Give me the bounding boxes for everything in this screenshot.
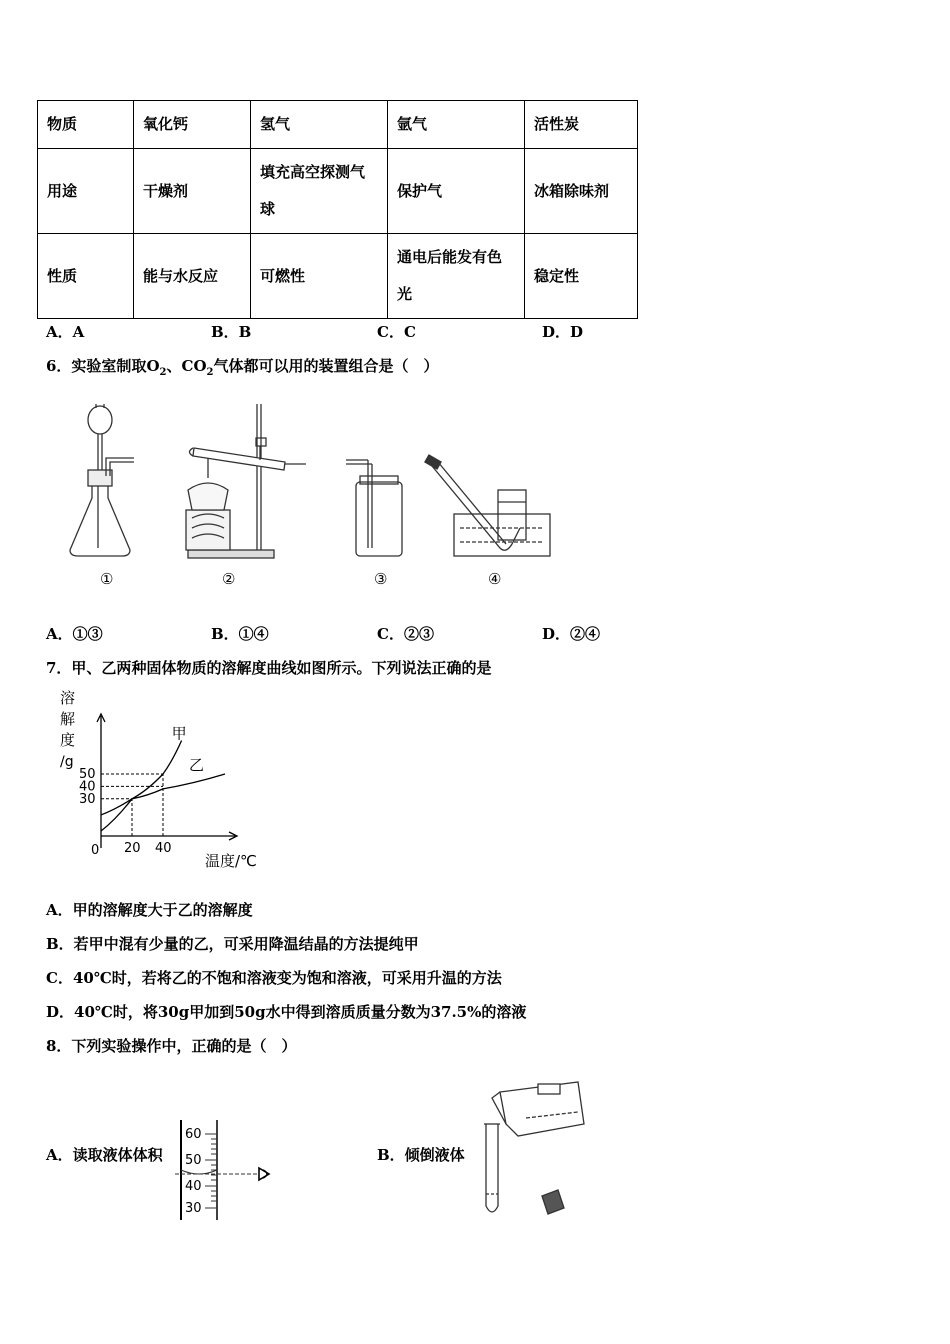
table-cell: 可燃性 — [251, 234, 388, 319]
water-trough-apparatus — [425, 455, 550, 556]
q7-stem: 7．甲、乙两种固体物质的溶解度曲线如图所示。下列说法正确的是 — [46, 659, 492, 677]
x-tick-label: 40 — [155, 841, 172, 856]
table-cell: 填充高空探测气球 — [251, 149, 388, 234]
q7-option-d[interactable]: D．40℃时，将30g甲加到50g水中得到溶质质量分数为37.5%的溶液 — [46, 1003, 527, 1021]
ylabel-char: /g — [60, 754, 74, 770]
q5-option-b[interactable]: B．B — [211, 323, 252, 341]
table-row-label: 性质 — [38, 234, 134, 319]
table-cell: 保护气 — [388, 149, 525, 234]
cylinder-tick-label: 30 — [185, 1201, 202, 1216]
q5-option-d[interactable]: D．D — [542, 323, 584, 341]
q6-option-a[interactable]: A．①③ — [46, 625, 103, 643]
table-cell: 干燥剂 — [134, 149, 251, 234]
q7-option-b[interactable]: B．若甲中混有少量的乙，可采用降温结晶的方法提纯甲 — [46, 935, 419, 953]
ylabel-char: 解 — [60, 710, 76, 728]
table-header-cell: 物质 — [38, 101, 134, 149]
table-cell: 能与水反应 — [134, 234, 251, 319]
apparatus-label-4: ④ — [488, 570, 502, 588]
q5-option-a[interactable]: A．A — [46, 323, 85, 341]
table-cell: 稳定性 — [525, 234, 638, 319]
q7-option-c[interactable]: C．40℃时，若将乙的不饱和溶液变为饱和溶液，可采用升温的方法 — [46, 969, 502, 987]
heating-apparatus — [186, 404, 306, 558]
y-tick-label: 40 — [79, 779, 96, 795]
q6-option-c[interactable]: C．②③ — [377, 625, 434, 643]
series-curve-jia — [101, 741, 182, 832]
x-tick-label: 20 — [124, 841, 141, 856]
ylabel-char: 溶 — [60, 689, 76, 707]
q8-option-b[interactable]: B．倾倒液体 — [377, 1146, 465, 1164]
q6-option-d[interactable]: D．②④ — [542, 625, 601, 643]
property-table — [37, 100, 638, 319]
y-tick-label: 30 — [79, 791, 96, 807]
table-header-cell: 氧化钙 — [134, 101, 251, 149]
q8-stem: 8．下列实验操作中，正确的是（ ） — [46, 1037, 297, 1055]
x-axis-label: 温度/℃ — [205, 852, 257, 870]
q7-option-a[interactable]: A．甲的溶解度大于乙的溶解度 — [46, 901, 253, 919]
cylinder-tick-label: 60 — [185, 1127, 202, 1142]
series-label: 甲 — [171, 724, 187, 743]
cylinder-tick-label: 40 — [185, 1179, 202, 1194]
graduated-cylinder-figure — [175, 1118, 285, 1222]
collection-bottle — [346, 460, 402, 556]
table-header-cell: 活性炭 — [525, 101, 638, 149]
origin-label: 0 — [91, 843, 100, 858]
q6-stem: 6．实验室制取$O_2$、$CO_2$气体都可以用的装置组合是（ ） — [46, 357, 439, 378]
q5-option-c[interactable]: C．C — [377, 323, 416, 341]
table-cell: 通电后能发有色光 — [388, 234, 525, 319]
series-label: 乙 — [189, 756, 205, 774]
apparatus-label-2: ② — [222, 570, 236, 588]
conical-flask-apparatus — [70, 404, 134, 556]
ylabel-char: 度 — [60, 731, 76, 749]
pouring-liquid-figure — [478, 1078, 588, 1223]
y-tick-label: 50 — [79, 767, 96, 782]
table-header-cell: 氢气 — [251, 101, 388, 149]
table-row-label: 用途 — [38, 149, 134, 234]
table-cell: 冰箱除味剂 — [525, 149, 638, 234]
solubility-chart — [55, 686, 270, 874]
eye-icon — [259, 1168, 269, 1180]
apparatus-label-3: ③ — [374, 570, 388, 588]
cylinder-tick-label: 50 — [185, 1153, 202, 1168]
apparatus-figure — [60, 398, 580, 568]
q6-option-b[interactable]: B．①④ — [211, 625, 269, 643]
apparatus-label-1: ① — [100, 570, 114, 588]
table-header-cell: 氩气 — [388, 101, 525, 149]
bottle-stopper-icon — [542, 1190, 564, 1214]
q8-option-a[interactable]: A．读取液体体积 — [46, 1146, 163, 1164]
